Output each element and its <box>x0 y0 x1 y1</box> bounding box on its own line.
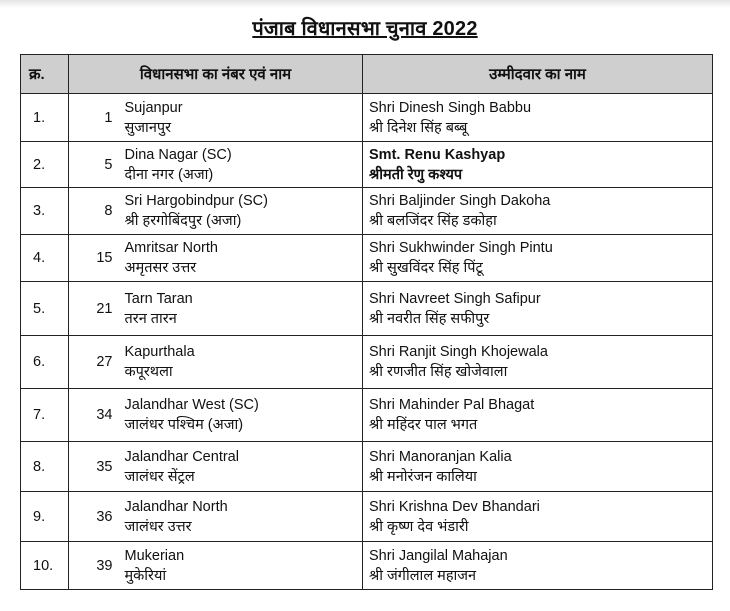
table-row <box>21 142 713 188</box>
constituency-name <box>121 492 363 542</box>
candidate-name-english: Shri Jangilal Mahajan <box>369 547 508 564</box>
candidate-name <box>363 442 713 492</box>
constituency-name <box>121 542 363 590</box>
constituency-name <box>121 94 363 142</box>
candidate-name-hindi: श्री सुखविंदर सिंह पिंटू <box>369 260 483 276</box>
candidate-name-hindi: श्री जंगीलाल महाजन <box>369 567 477 584</box>
serial-number: 7. <box>21 389 69 442</box>
table-row <box>21 542 713 590</box>
candidate-name <box>363 94 713 142</box>
constituency-name-english: Sujanpur <box>124 99 183 116</box>
constituency-name-hindi: जालंधर सेंट्रल <box>124 468 195 485</box>
constituency-name-english: Amritsar North <box>124 240 218 256</box>
page-title: पंजाब विधानसभा चुनाव 2022 <box>252 18 478 40</box>
constituency-name-hindi: दीना नगर (अजा) <box>124 166 214 183</box>
candidates-table <box>20 54 713 590</box>
serial-number: 8. <box>21 442 69 492</box>
header-candidate: उम्मीदवार का नाम <box>363 55 713 94</box>
header-serial: क्र. <box>21 55 69 94</box>
constituency-number: 39 <box>69 542 121 590</box>
serial-number: 4. <box>21 235 69 282</box>
constituency-name <box>121 188 363 235</box>
constituency-name <box>121 282 363 336</box>
table-row <box>21 442 713 492</box>
candidate-name <box>363 188 713 235</box>
candidate-name-english: Shri Mahinder Pal Bhagat <box>369 397 535 413</box>
candidate-name-hindi: श्री नवरीत सिंह सफीपुर <box>369 310 490 327</box>
constituency-number: 15 <box>69 235 121 282</box>
constituency-name-hindi: तरन तारन <box>124 310 177 327</box>
constituency-number: 1 <box>69 94 121 142</box>
candidate-name-hindi: श्री महिंदर पाल भगत <box>369 417 478 433</box>
table-row <box>21 492 713 542</box>
constituency-number: 27 <box>69 336 121 389</box>
candidate-name <box>363 336 713 389</box>
serial-number: 2. <box>21 142 69 188</box>
candidate-name <box>363 142 713 188</box>
constituency-number: 35 <box>69 442 121 492</box>
constituency-name <box>121 389 363 442</box>
candidate-name-english: Smt. Renu Kashyap <box>369 146 506 163</box>
candidate-name-english: Shri Manoranjan Kalia <box>369 448 512 465</box>
table-row <box>21 282 713 336</box>
constituency-name-english: Jalandhar West (SC) <box>124 397 259 413</box>
constituency-name-hindi: श्री हरगोबिंदपुर (अजा) <box>124 213 242 229</box>
constituency-name-hindi: कपूरथला <box>124 364 173 380</box>
serial-number: 6. <box>21 336 69 389</box>
constituency-name-hindi: मुकेरियां <box>124 567 167 584</box>
candidate-name-english: Shri Sukhwinder Singh Pintu <box>369 240 553 256</box>
candidate-name-hindi: श्री बलजिंदर सिंह डकोहा <box>369 213 497 229</box>
constituency-number: 21 <box>69 282 121 336</box>
constituency-name-hindi: जालंधर पश्चिम (अजा) <box>124 417 244 433</box>
table-row <box>21 94 713 142</box>
constituency-name-english: Sri Hargobindpur (SC) <box>124 193 268 209</box>
table-row <box>21 389 713 442</box>
header-constituency: विधानसभा का नंबर एवं नाम <box>69 55 363 94</box>
candidate-name <box>363 235 713 282</box>
table-row <box>21 235 713 282</box>
candidate-name <box>363 389 713 442</box>
constituency-name <box>121 235 363 282</box>
serial-number: 3. <box>21 188 69 235</box>
candidate-name-english: Shri Baljinder Singh Dakoha <box>369 193 551 209</box>
constituency-name-english: Kapurthala <box>124 344 195 360</box>
constituency-name <box>121 442 363 492</box>
candidate-name-hindi: श्री मनोरंजन कालिया <box>369 468 477 485</box>
candidate-name-hindi: श्री कृष्ण देव भंडारी <box>369 518 469 535</box>
constituency-number: 34 <box>69 389 121 442</box>
constituency-name <box>121 336 363 389</box>
candidate-name <box>363 492 713 542</box>
constituency-name-english: Tarn Taran <box>124 290 193 307</box>
candidate-name-english: Shri Dinesh Singh Babbu <box>369 99 532 116</box>
serial-number: 10. <box>21 542 69 590</box>
serial-number: 5. <box>21 282 69 336</box>
constituency-name-hindi: सुजानपुर <box>124 119 172 136</box>
serial-number: 9. <box>21 492 69 542</box>
candidate-name-hindi: श्री रणजीत सिंह खोजेवाला <box>369 364 508 380</box>
top-edge-strip <box>0 0 730 8</box>
constituency-number: 8 <box>69 188 121 235</box>
candidate-name-english: Shri Navreet Singh Safipur <box>369 290 541 307</box>
candidate-name-english: Shri Ranjit Singh Khojewala <box>369 344 548 360</box>
candidate-name <box>363 282 713 336</box>
constituency-number: 36 <box>69 492 121 542</box>
constituency-name-hindi: अमृतसर उत्तर <box>124 260 197 276</box>
candidate-name-hindi: श्री दिनेश सिंह बब्बू <box>369 119 468 136</box>
table-row <box>21 188 713 235</box>
constituency-name-english: Jalandhar North <box>124 498 228 515</box>
table-header-row <box>21 55 713 94</box>
constituency-number: 5 <box>69 142 121 188</box>
table-row <box>21 336 713 389</box>
candidate-name <box>363 542 713 590</box>
candidate-name-english: Shri Krishna Dev Bhandari <box>369 498 540 515</box>
candidate-name-hindi: श्रीमती रेणु कश्यप <box>369 166 463 183</box>
serial-number: 1. <box>21 94 69 142</box>
constituency-name-english: Dina Nagar (SC) <box>124 146 232 163</box>
constituency-name-english: Jalandhar Central <box>124 448 239 465</box>
constituency-name-hindi: जालंधर उत्तर <box>124 518 192 535</box>
constituency-name-english: Mukerian <box>124 547 185 564</box>
constituency-name <box>121 142 363 188</box>
